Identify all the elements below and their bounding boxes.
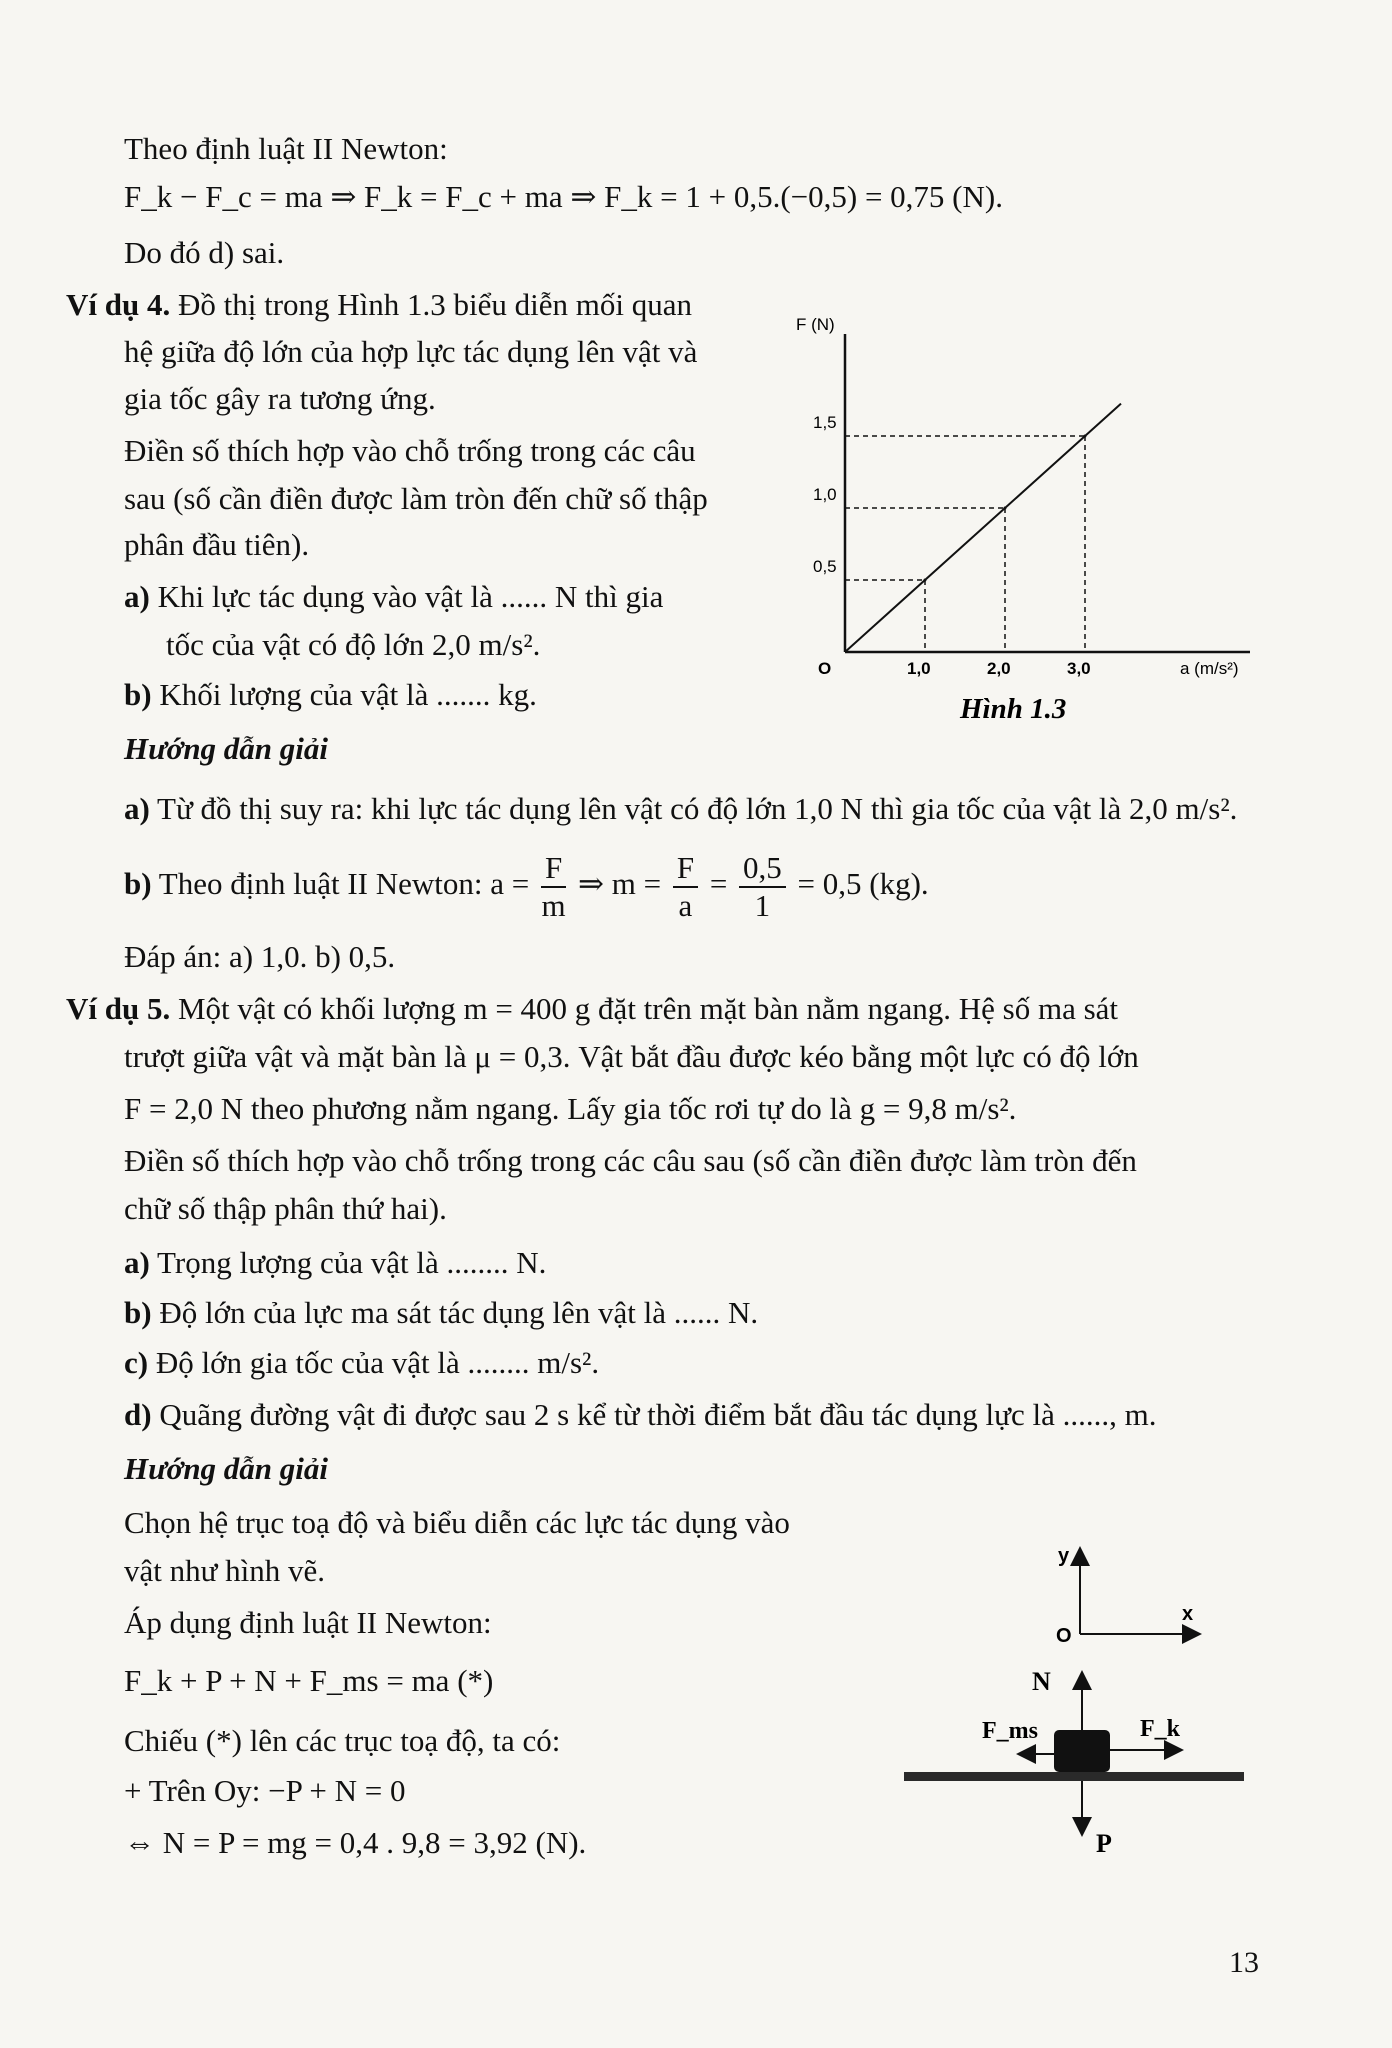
solution-a [124, 790, 1237, 827]
solution-heading: Hướng dẫn giải [124, 731, 329, 766]
question-label: c) [124, 1345, 149, 1380]
question-text: Độ lớn của lực ma sát tác dụng lên vật là ...... N. [159, 1295, 759, 1330]
question-label: a) [124, 1245, 150, 1280]
denominator: 1 [754, 887, 771, 923]
denominator: m [541, 887, 566, 923]
y-axis-label: y [1058, 1545, 1070, 1567]
example-4-heading [66, 286, 692, 323]
answer-line: Đáp án: a) 1,0. b) 0,5. [124, 939, 396, 974]
text-line: ⇔ N = P = mg = 0,4 . 9,8 = 3,92 (N). [124, 1825, 587, 1860]
solution-label: b) [124, 865, 152, 901]
equation-line: F_k − F_c = ma ⇒ F_k = F_c + ma ⇒ F_k = 1 + 0,5.(−0,5) = 0,75 (N). [124, 179, 1003, 214]
solution-label: a) [124, 791, 150, 826]
question-label: d) [124, 1397, 152, 1432]
example-label: Ví dụ 4. [66, 287, 171, 322]
weight-force-label: P [1096, 1829, 1112, 1858]
text-line: Chọn hệ trục toạ độ và biểu diễn các lực tác dụng vào [124, 1505, 790, 1540]
text-line: + Trên Oy: −P + N = 0 [124, 1773, 406, 1808]
vector-equation: F_k + P + N + F_ms = ma (*) [124, 1663, 494, 1698]
numerator: F [673, 850, 698, 888]
text-line: Áp dụng định luật II Newton: [124, 1605, 492, 1640]
text-line: trượt giữa vật và mặt bàn là μ = 0,3. Vật bắt đầu được kéo bằng một lực có độ lớn [124, 1039, 1139, 1074]
question-label: a) [124, 579, 150, 614]
solution-text: Từ đồ thị suy ra: khi lực tác dụng lên vật có độ lớn 1,0 N thì gia tốc của vật là 2,0 m/s². [157, 791, 1238, 826]
question-a [124, 578, 663, 615]
fraction-F-a [673, 850, 698, 923]
solution-b [124, 850, 929, 923]
question-label: b) [124, 677, 152, 712]
y-tick-label: 1,0 [813, 485, 837, 504]
question-d [124, 1396, 1156, 1433]
y-axis-label: F (N) [796, 315, 835, 334]
question-text: Quãng đường vật đi được sau 2 s kể từ thời điểm bắt đầu tác dụng lực là ......, m. [159, 1397, 1157, 1432]
friction-force-label: F_ms [982, 1718, 1038, 1744]
text-line: Theo định luật II Newton: [124, 131, 448, 166]
pulling-force-label: F_k [1140, 1716, 1181, 1742]
example-label: Ví dụ 5. [66, 991, 171, 1026]
origin-label: O [818, 659, 832, 678]
table-surface [904, 1772, 1244, 1781]
question-text: Trọng lượng của vật là ........ N. [157, 1245, 547, 1280]
formula-part: a = [490, 865, 530, 901]
y-tick-label: 0,5 [813, 557, 837, 576]
text-line: chữ số thập phân thứ hai). [124, 1191, 447, 1226]
example-text: Một vật có khối lượng m = 400 g đặt trên mặt bàn nằm ngang. Hệ số ma sát [177, 991, 1119, 1026]
formula-part: = [709, 865, 728, 901]
origin-label: O [1056, 1625, 1072, 1647]
text-line: phân đầu tiên). [124, 527, 310, 562]
numerator: 0,5 [739, 850, 786, 888]
question-c [124, 1344, 599, 1381]
text-line: vật như hình vẽ. [124, 1553, 326, 1588]
x-tick-label: 1,0 [907, 659, 931, 678]
x-axis-label: x [1182, 1603, 1194, 1625]
series-line [845, 404, 1121, 652]
x-tick-label: 3,0 [1067, 659, 1091, 678]
text-line: Điền số thích hợp vào chỗ trống trong các câu [124, 433, 696, 468]
text-line: sau (số cần điền được làm tròn đến chữ số thập [124, 481, 708, 516]
example-text: Đồ thị trong Hình 1.3 biểu diễn mối quan [177, 287, 693, 322]
text-line: gia tốc gây ra tương ứng. [124, 381, 436, 416]
normal-force-label: N [1032, 1667, 1051, 1696]
question-text: Độ lớn gia tốc của vật là ........ m/s². [155, 1345, 600, 1380]
solution-text: Theo định luật II Newton: [158, 865, 483, 901]
text-line: Chiếu (*) lên các trục toạ độ, ta có: [124, 1723, 561, 1758]
question-b [124, 676, 537, 713]
question-a [124, 1244, 546, 1281]
fraction-05-1 [739, 850, 786, 923]
question-text: Khi lực tác dụng vào vật là ...... N thì gia [157, 579, 664, 614]
text-line: hệ giữa độ lớn của hợp lực tác dụng lên vật và [124, 334, 698, 369]
block [1054, 1730, 1110, 1772]
formula-part: = 0,5 (kg). [797, 865, 929, 901]
text-line: Do đó d) sai. [124, 235, 285, 270]
question-b [124, 1294, 758, 1331]
question-label: b) [124, 1295, 152, 1330]
text-line: F = 2,0 N theo phương nằm ngang. Lấy gia tốc rơi tự do là g = 9,8 m/s². [124, 1091, 1017, 1126]
question-text: Khối lượng của vật là ....... kg. [159, 677, 537, 712]
figure-caption: Hình 1.3 [960, 693, 1067, 722]
figure-1-3-graph [790, 312, 1260, 722]
formula-part: ⇒ m = [577, 865, 662, 901]
x-axis-label: a (m/s²) [1180, 659, 1239, 678]
y-tick-label: 1,5 [813, 413, 837, 432]
text-line: tốc của vật có độ lớn 2,0 m/s². [166, 627, 541, 662]
fraction-F-m [541, 850, 566, 923]
x-tick-label: 2,0 [987, 659, 1011, 678]
numerator: F [541, 850, 566, 888]
text-line: Điền số thích hợp vào chỗ trống trong các câu sau (số cần điền được làm tròn đến [124, 1143, 1137, 1178]
solution-heading: Hướng dẫn giải [124, 1451, 329, 1486]
page-number: 13 [1229, 1946, 1259, 1979]
example-5-heading [66, 990, 1118, 1027]
force-diagram [890, 1530, 1260, 1870]
denominator: a [678, 887, 693, 923]
